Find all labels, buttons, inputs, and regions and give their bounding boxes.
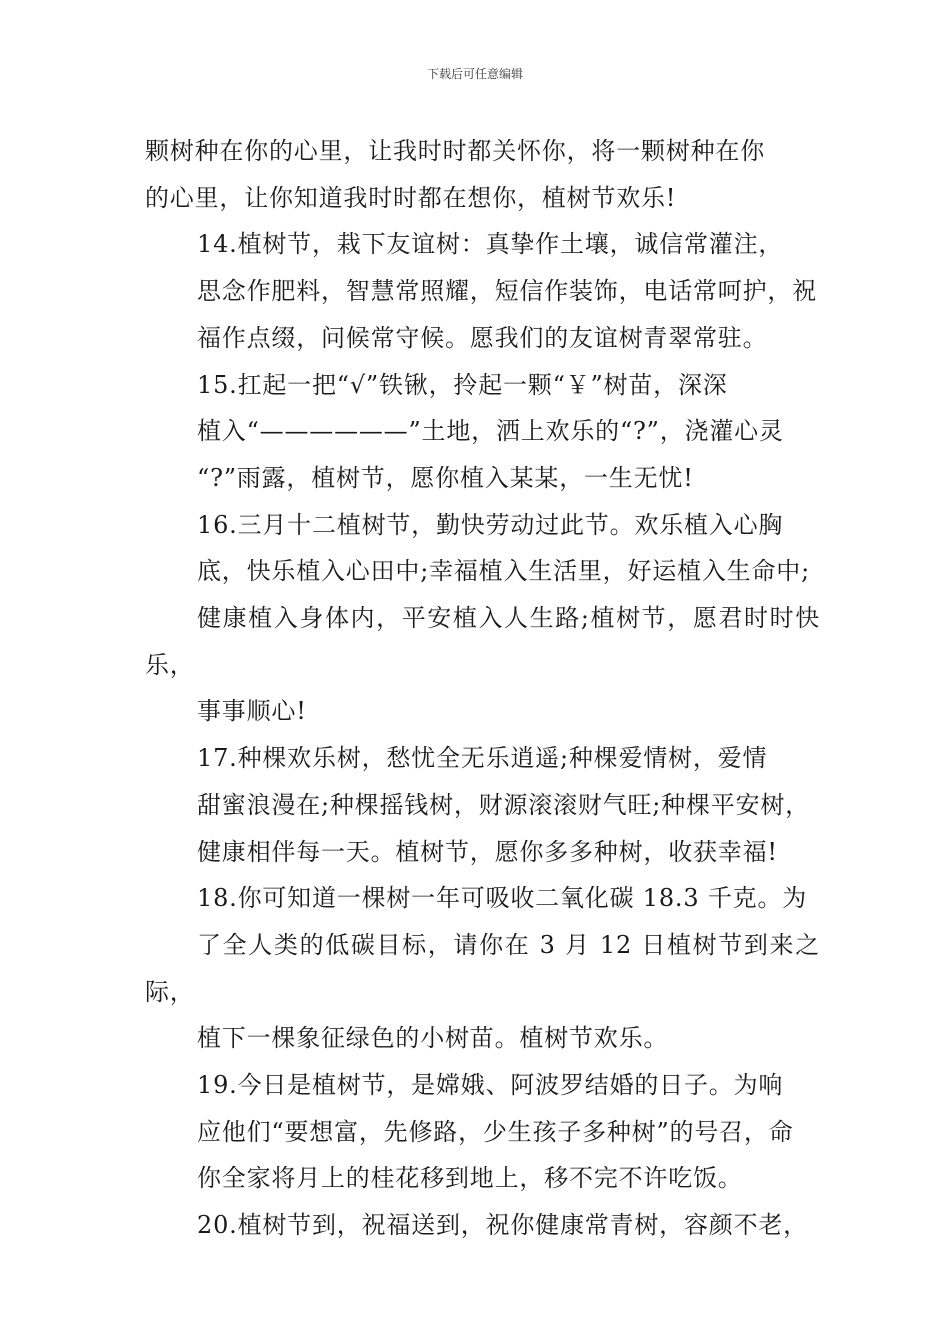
text-line: 甜蜜浪漫在;种棵摇钱树，财源滚滚财气旺;种棵平安树， (197, 790, 810, 819)
text-line: 18.你可知道一棵树一年可吸收二氧化碳 18.3 千克。为 (197, 884, 808, 913)
text-line: 事事顺心! (197, 697, 307, 726)
text-line: “?”雨露，植树节，愿你植入某某，一生无忧! (197, 463, 694, 492)
text-line: 健康相伴每一天。植树节，愿你多多种树，收获幸福! (197, 837, 778, 866)
text-line: 植下一棵象征绿色的小树苗。植树节欢乐。 (197, 1024, 669, 1053)
text-line: 16.三月十二植树节，勤快劳动过此节。欢乐植入心胸 (197, 510, 784, 539)
paragraph-19 (145, 1062, 820, 1202)
paragraph-14 (145, 221, 820, 361)
text-line: 应他们“要想富，先修路，少生孩子多种树”的号召，命 (197, 1117, 794, 1146)
text-line: 20.植树节到，祝福送到，祝你健康常青树，容颜不老， (197, 1211, 808, 1240)
paragraph (145, 128, 820, 221)
page-header: 下载后可任意编辑 (426, 67, 523, 81)
text-line: 的心里，让你知道我时时都在想你，植树节欢乐! (145, 183, 677, 212)
paragraph-15 (145, 362, 820, 502)
text-line: 颗树种在你的心里，让我时时都关怀你，将一颗树种在你 (145, 137, 765, 165)
text-line: 福作点缀，问候常守候。愿我们的友谊树青翠常驻。 (197, 323, 768, 352)
text-line: 了全人类的低碳目标，请你在 3 月 12 日植树节到来之际， (145, 930, 820, 1006)
text-line: 思念作肥料，智慧常照耀，短信作装饰，电话常呵护，祝 (197, 277, 817, 306)
text-line: 植入“——————”土地，洒上欢乐的“?”，浇灌心灵 (197, 417, 784, 446)
paragraph-20 (145, 1202, 820, 1249)
text-line: 15.扛起一把“√”铁锹，拎起一颗“￥”树苗，深深 (197, 370, 728, 399)
text-line: 健康植入身体内，平安植入人生路;植树节，愿君时时快乐， (145, 604, 820, 679)
text-line: 19.今日是植树节，是嫦娥、阿波罗结婚的日子。为响 (197, 1071, 784, 1100)
text-line: 底，快乐植入心田中;幸福植入生活里，好运植入生命中; (197, 557, 810, 586)
text-line: 14.植树节，栽下友谊树：真挚作土壤，诚信常灌注， (197, 230, 784, 259)
document-body (145, 128, 820, 1249)
paragraph-18 (145, 875, 820, 1062)
text-line: 17.种棵欢乐树，愁忧全无乐逍遥;种棵爱情树，爱情 (197, 744, 768, 773)
paragraph-16 (145, 502, 820, 736)
paragraph-17 (145, 735, 820, 875)
text-line: 你全家将月上的桂花移到地上，移不完不许吃饭。 (197, 1164, 743, 1193)
